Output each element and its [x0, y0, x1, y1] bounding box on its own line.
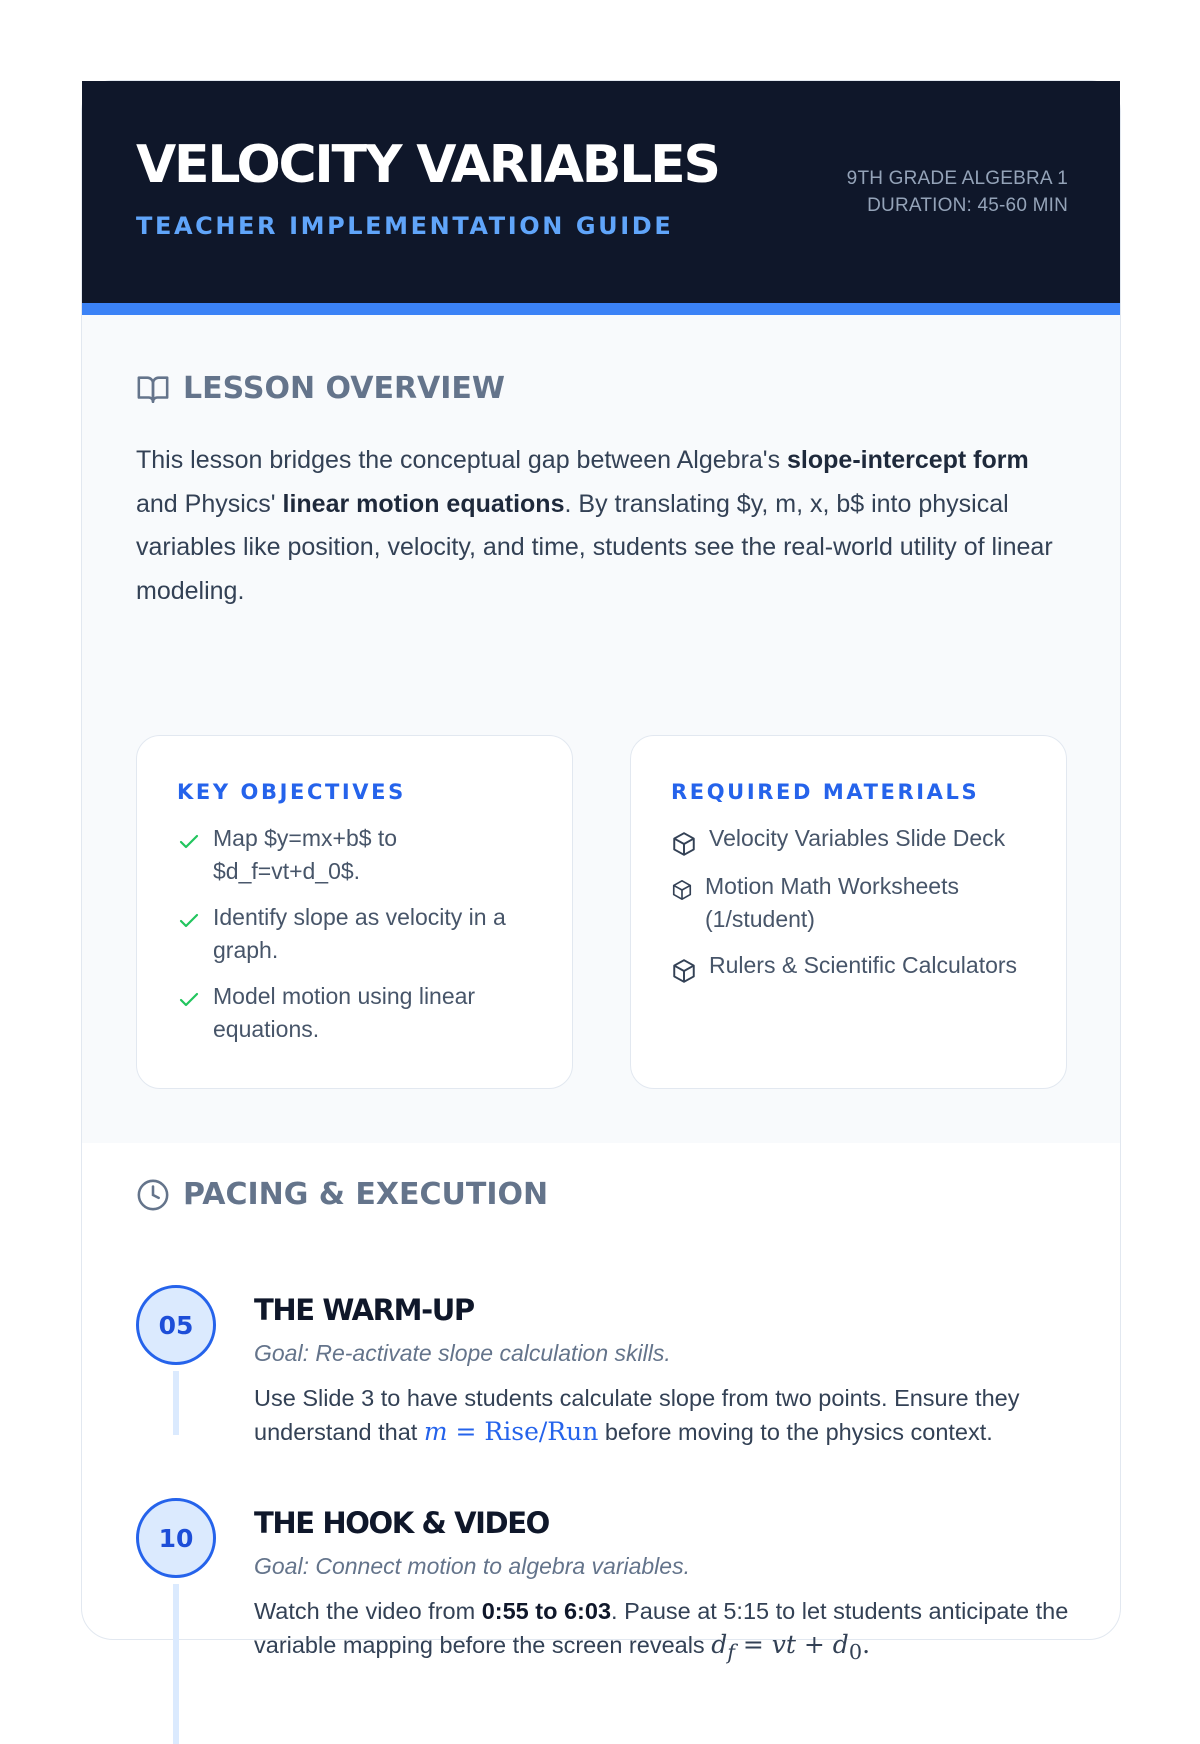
objective-text: Model motion using linear equations. [213, 983, 476, 1042]
check-icon [177, 910, 201, 930]
step-goal: Goal: Re-activate slope calculation skills. [254, 1340, 671, 1366]
pacing-heading [136, 1177, 548, 1212]
objective-item [177, 980, 537, 1046]
materials-list [671, 822, 1031, 997]
formula-d: d [711, 1630, 728, 1659]
motion-formula [711, 1630, 871, 1664]
material-text: Velocity Variables Slide Deck [709, 825, 1006, 851]
formula-mid: = vt + d [734, 1630, 849, 1659]
objective-item [177, 901, 537, 967]
material-text: Rulers & Scientific Calculators [709, 952, 1018, 978]
lead-text-1: This lesson bridges the conceptual gap between Algebra's [136, 446, 788, 474]
objectives-list [177, 822, 537, 1059]
lead-bold-1: slope-intercept form [787, 446, 1029, 474]
step-desc-text: Use Slide 3 to have students calculate slope from two points. Ensure they understand that [254, 1385, 1020, 1445]
material-item [671, 822, 1031, 857]
slope-formula [424, 1417, 598, 1446]
lead-text-2: and Physics' [136, 489, 283, 518]
pacing-title: PACING & EXECUTION [183, 1177, 549, 1212]
book-open-icon [136, 372, 170, 406]
formula-sub-0: 0 [848, 1640, 863, 1664]
overview-section [82, 315, 1120, 1143]
step-desc-text: before moving to the physics context. [598, 1419, 993, 1445]
timeline-rail [173, 1371, 179, 1435]
lesson-duration: DURATION: 45-60 MIN [867, 195, 1068, 216]
objective-text: Identify slope as velocity in a graph. [213, 904, 506, 963]
overview-heading [136, 371, 505, 406]
video-timestamp: 0:55 to 6:03 [481, 1598, 612, 1624]
material-item [671, 870, 1031, 936]
step-description [254, 1594, 1074, 1669]
lesson-title: VELOCITY VARIABLES [136, 135, 719, 195]
lead-text-3: . By translating $y, m, x, b$ into physical variables like position, velocity, and time, students see the real-world utility of linear modeling. [136, 489, 1053, 605]
step-description [254, 1381, 1074, 1449]
lead-bold-2: linear motion equations [282, 489, 565, 518]
step-minutes-badge: 10 [136, 1498, 216, 1578]
lesson-subtitle: TEACHER IMPLEMENTATION GUIDE [136, 212, 674, 240]
grade-level: 9TH GRADE ALGEBRA 1 [846, 168, 1068, 189]
lesson-guide-card [81, 80, 1121, 1664]
package-icon [671, 958, 697, 984]
overview-paragraph [136, 439, 1056, 613]
check-icon [177, 831, 201, 851]
objective-text: Map $y=mx+b$ to $d_f=vt+d_0$. [213, 825, 398, 884]
clock-icon [136, 1178, 170, 1212]
material-item [671, 949, 1031, 984]
materials-title: REQUIRED MATERIALS [671, 780, 980, 804]
formula-end: . [862, 1630, 871, 1659]
pacing-step-hook [136, 1498, 1076, 1738]
check-icon [177, 989, 201, 1009]
materials-box [630, 735, 1067, 1089]
pacing-step-warmup [136, 1285, 1076, 1485]
objectives-box [136, 735, 573, 1089]
timeline-rail [173, 1584, 179, 1744]
step-title: THE WARM-UP [254, 1293, 474, 1327]
formula-rest: = Rise/Run [447, 1417, 599, 1446]
overview-title: LESSON OVERVIEW [183, 371, 506, 406]
step-title: THE HOOK & VIDEO [254, 1506, 549, 1540]
objective-item [177, 822, 537, 888]
package-icon [671, 879, 693, 901]
step-minutes-badge: 05 [136, 1285, 216, 1365]
material-text: Motion Math Worksheets (1/student) [705, 873, 959, 932]
step-goal: Goal: Connect motion to algebra variables. [254, 1553, 690, 1579]
guide-header [82, 81, 1120, 315]
formula-variable: m [423, 1417, 448, 1446]
package-icon [671, 831, 697, 857]
formula-sub-f: f [727, 1640, 735, 1664]
objectives-title: KEY OBJECTIVES [177, 780, 406, 804]
pacing-section [82, 1143, 1120, 1743]
step-desc-text: Watch the video from [254, 1598, 482, 1624]
lesson-meta [847, 165, 1068, 219]
step-desc-text: . Pause at 5:15 to let students anticipate the variable mapping before the screen reveals [254, 1598, 1069, 1658]
